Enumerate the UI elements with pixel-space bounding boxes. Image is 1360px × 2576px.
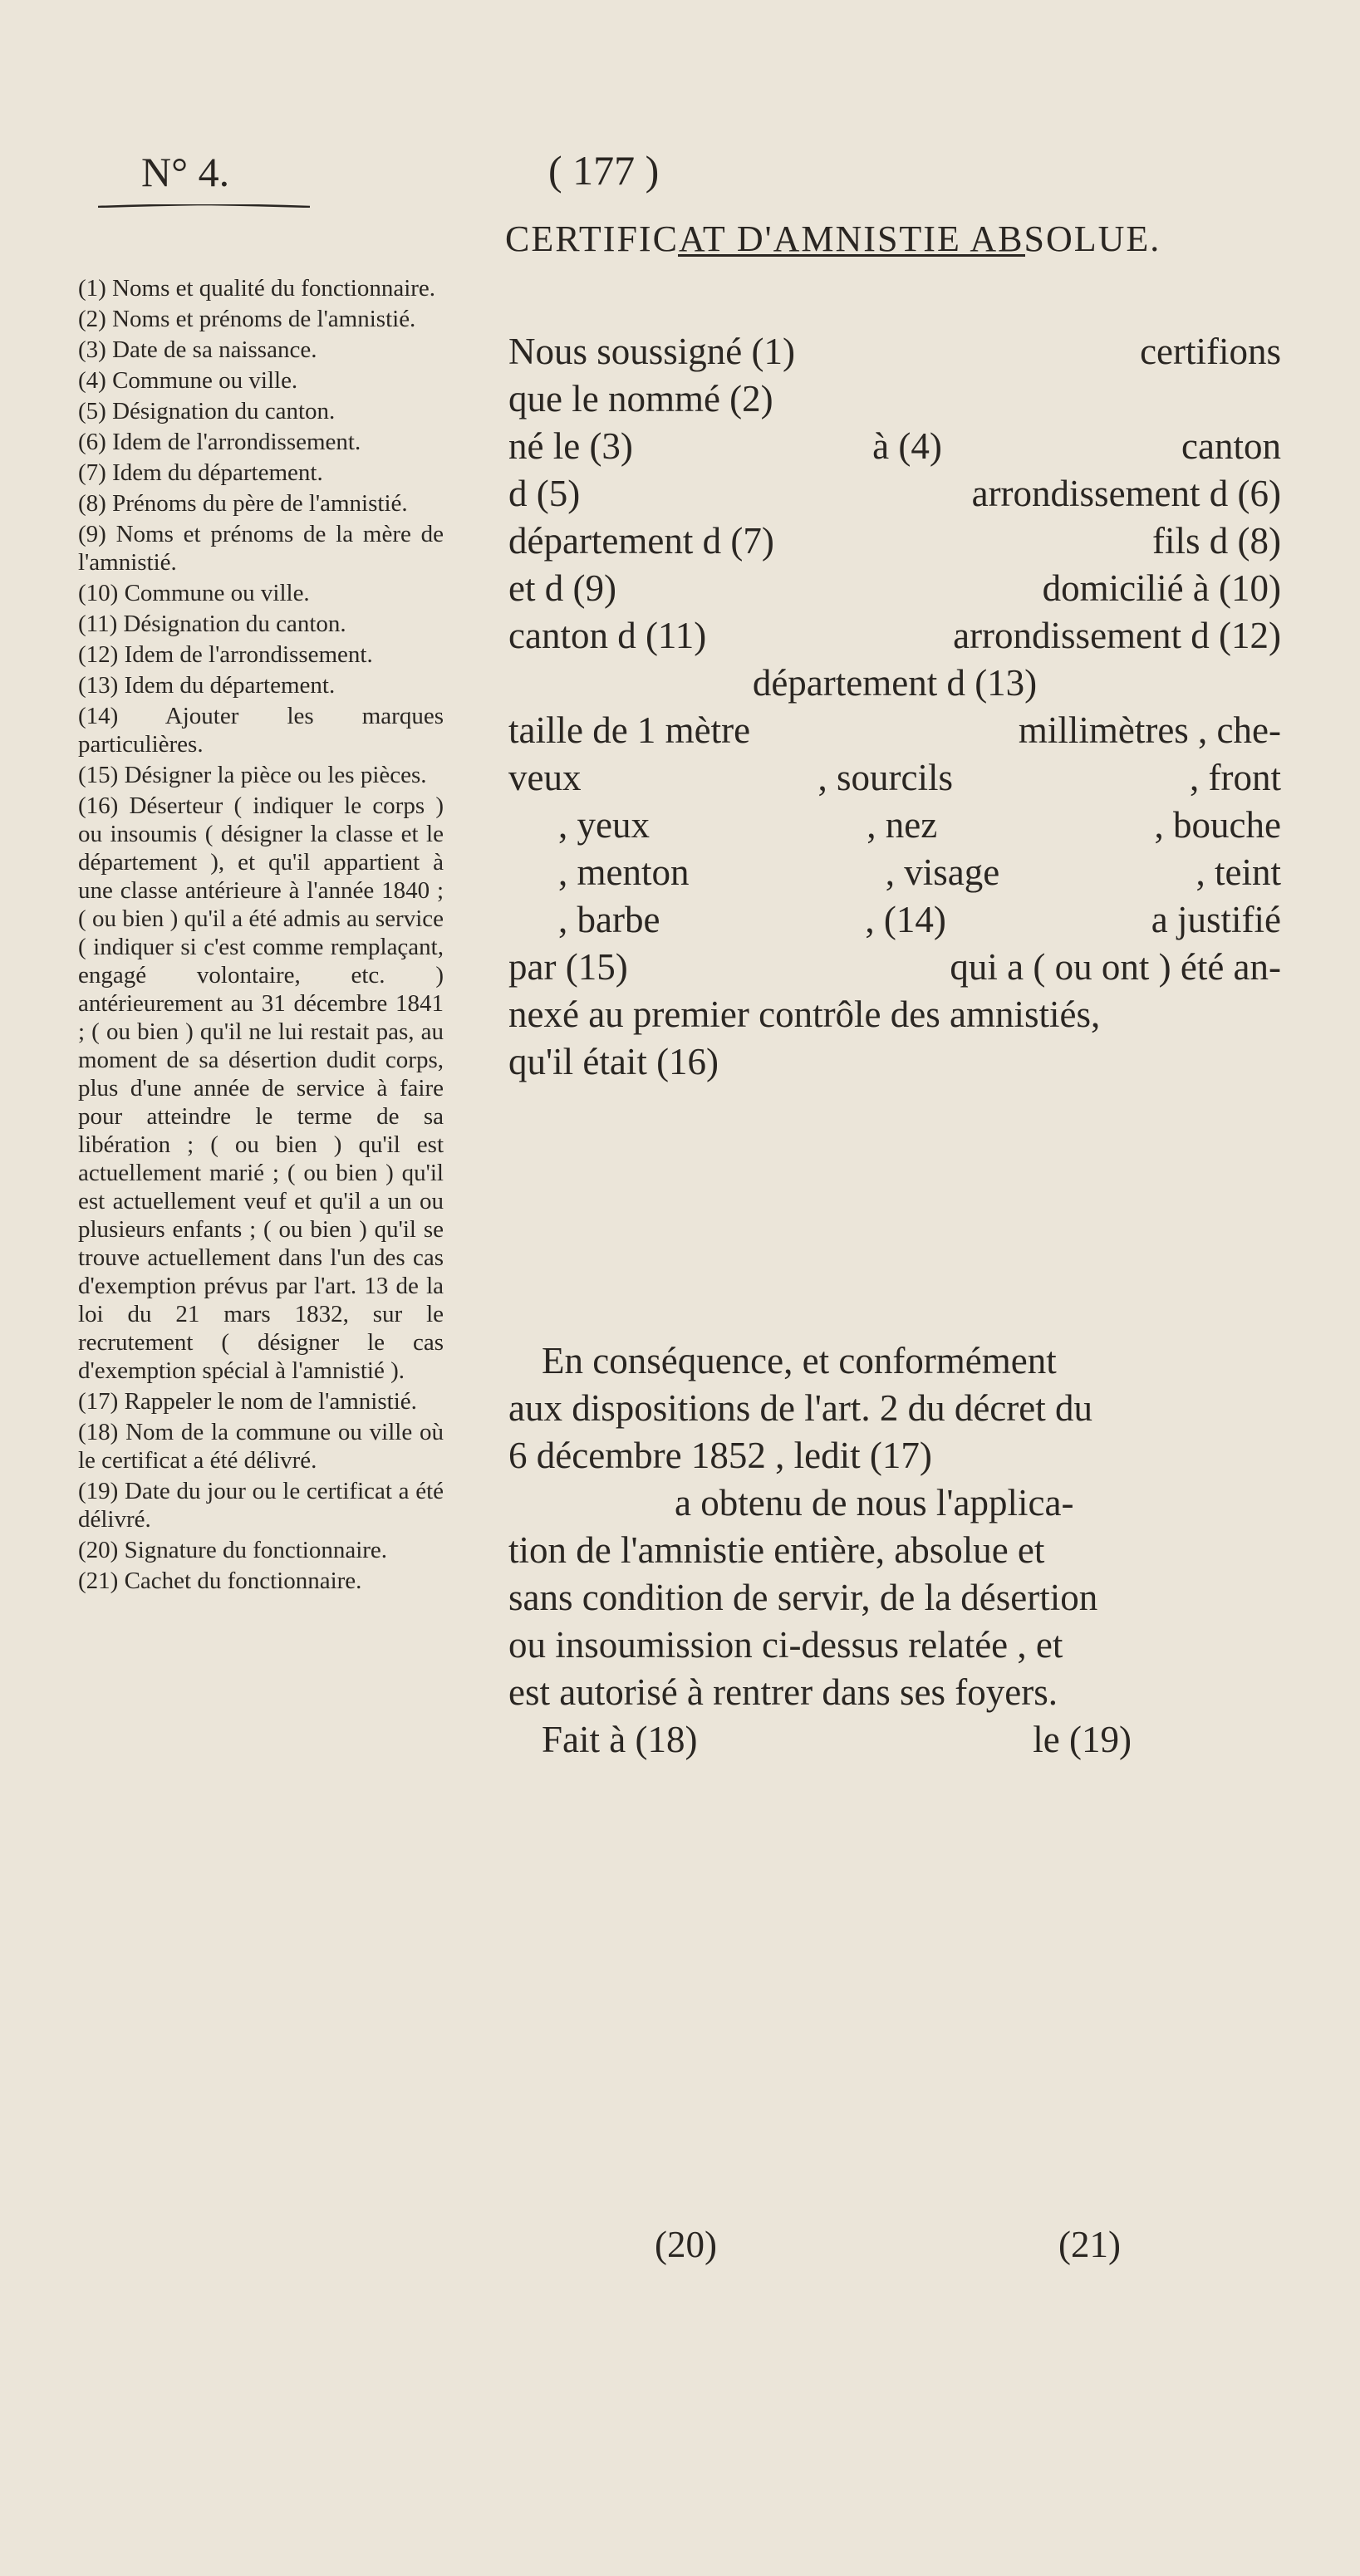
body-line (508, 802, 1281, 849)
date-field: le (19) (1033, 1719, 1132, 1760)
text-segment: arrondissement d (6) (971, 473, 1281, 514)
note-19: (19) Date du jour ou le certificat a été délivré. (78, 1478, 444, 1533)
text-segment: canton (1181, 425, 1281, 467)
note-21: (21) Cachet du fonctionnaire. (78, 1568, 362, 1594)
text-segment: millimètres , che- (1018, 709, 1281, 751)
body-line: aux dispositions de l'art. 2 du décret du (508, 1387, 1092, 1429)
note-10: (10) Commune ou ville. (78, 580, 310, 606)
body-line (508, 565, 1281, 612)
seal-field: (21) (1058, 2224, 1121, 2265)
note-5: (5) Désignation du canton. (78, 398, 336, 424)
text-segment: , barbe (558, 899, 660, 940)
text-segment: qu'il était (16) (508, 1041, 719, 1082)
body-line: En conséquence, et conformément (542, 1340, 1057, 1381)
body-line (508, 896, 1281, 944)
body-line (508, 423, 1281, 470)
body-line: a obtenu de nous l'applica- (675, 1482, 1074, 1524)
body-line (508, 518, 1281, 565)
text-segment: taille de 1 mètre (508, 709, 751, 751)
body-line (508, 944, 1281, 991)
text-segment: canton d (11) (508, 615, 707, 656)
body-line (508, 707, 1281, 754)
body-line (508, 849, 1281, 896)
text-segment: département d (13) (752, 662, 1038, 704)
certificate-body (508, 328, 1281, 1086)
note-8: (8) Prénoms du père de l'amnistié. (78, 490, 408, 517)
text-segment: , yeux (558, 804, 650, 846)
note-16: (16) Déserteur ( indiquer le corps ) ou insoumis ( désigner la classe et le département ), et qu'il appartient à une classe antérieure à l'année 1840 ; ( ou bien ) qu'il a été admis au service ( indiquer si c'est comme remplaçant, engagé volontaire, etc. ) antérieurement au 31 décembre 1841 ; ( ou bien ) qu'il ne lui restait pas, au moment de sa désertion dudit corps, plus d'une année de service à faire pour atteindre le terme de sa libération ; ( ou bien ) qu'il est actuellement marié ; ( ou bien ) qu'il est actuellement veuf et qu'il a un ou plusieurs enfants ; ( ou bien ) qu'il se trouve actuellement dans l'un des cas d'exemption prévus par l'art. 13 de la loi du 21 mars 1832, sur le recrutement ( désigner le cas d'exemption spécial à l'amnistié ). (78, 792, 444, 1384)
body-line (508, 1038, 1281, 1086)
body-line (508, 470, 1281, 518)
note-4: (4) Commune ou ville. (78, 367, 298, 394)
page-number: ( 177 ) (548, 147, 660, 194)
consequence-paragraph (508, 1337, 1281, 1764)
note-17: (17) Rappeler le nom de l'amnistié. (78, 1388, 417, 1415)
text-segment: à (4) (872, 425, 942, 467)
body-line (508, 375, 1281, 423)
note-12: (12) Idem de l'arrondissement. (78, 641, 373, 668)
note-7: (7) Idem du département. (78, 459, 323, 486)
text-segment: , bouche (1154, 804, 1281, 846)
text-segment: domicilié à (10) (1042, 567, 1281, 609)
text-segment: et d (9) (508, 567, 616, 609)
place-field: Fait à (18) (542, 1719, 698, 1760)
text-segment: , (14) (865, 899, 946, 940)
body-line: tion de l'amnistie entière, absolue et (508, 1529, 1045, 1571)
text-segment: veux (508, 757, 582, 798)
body-line (508, 612, 1281, 660)
text-segment: , menton (558, 851, 690, 893)
text-segment: que le nommé (2) (508, 378, 773, 420)
note-11: (11) Désignation du canton. (78, 611, 346, 637)
text-segment: qui a ( ou ont ) été an- (950, 946, 1281, 988)
body-line (508, 660, 1281, 707)
signature-field: (20) (655, 2224, 717, 2265)
text-segment: par (15) (508, 946, 628, 988)
note-15: (15) Désigner la pièce ou les pièces. (78, 762, 427, 788)
body-line: est autorisé à rentrer dans ses foyers. (508, 1671, 1058, 1713)
text-segment: a justifié (1151, 899, 1281, 940)
body-line: sans condition de servir, de la désertion (508, 1577, 1098, 1618)
note-14: (14) Ajouter les marques particulières. (78, 703, 444, 758)
body-line (508, 328, 1281, 375)
note-3: (3) Date de sa naissance. (78, 336, 317, 363)
note-9: (9) Noms et prénoms de la mère de l'amnistié. (78, 521, 444, 576)
decorative-swash (98, 204, 310, 208)
text-segment: , sourcils (817, 757, 953, 798)
note-6: (6) Idem de l'arrondissement. (78, 429, 361, 455)
margin-notes (78, 274, 444, 1597)
text-segment: nexé au premier contrôle des amnistiés, (508, 994, 1101, 1035)
text-segment: certifions (1140, 331, 1281, 372)
text-segment: , teint (1196, 851, 1281, 893)
text-segment: fils d (8) (1152, 520, 1281, 562)
text-segment: , visage (885, 851, 1000, 893)
note-18: (18) Nom de la commune ou ville où le certificat a été délivré. (78, 1419, 444, 1474)
body-line: 6 décembre 1852 , ledit (17) (508, 1435, 932, 1476)
body-line: ou insoumission ci-dessus relatée , et (508, 1624, 1063, 1666)
text-segment: arrondissement d (12) (953, 615, 1281, 656)
note-2: (2) Noms et prénoms de l'amnistié. (78, 306, 416, 332)
text-segment: département d (7) (508, 520, 774, 562)
body-line (508, 991, 1281, 1038)
fait-line (508, 1716, 1281, 1764)
note-20: (20) Signature du fonctionnaire. (78, 1537, 388, 1563)
text-segment: , front (1190, 757, 1281, 798)
text-segment: d (5) (508, 473, 581, 514)
body-line (508, 754, 1281, 802)
document-number: N° 4. (141, 149, 230, 195)
page-title: CERTIFICAT D'AMNISTIE ABSOLUE. (505, 218, 1161, 259)
note-13: (13) Idem du département. (78, 672, 336, 699)
text-segment: né le (3) (508, 425, 633, 467)
text-segment: Nous soussigné (1) (508, 331, 795, 372)
note-1: (1) Noms et qualité du fonctionnaire. (78, 275, 436, 302)
text-segment: , nez (867, 804, 938, 846)
title-divider (678, 254, 1025, 257)
